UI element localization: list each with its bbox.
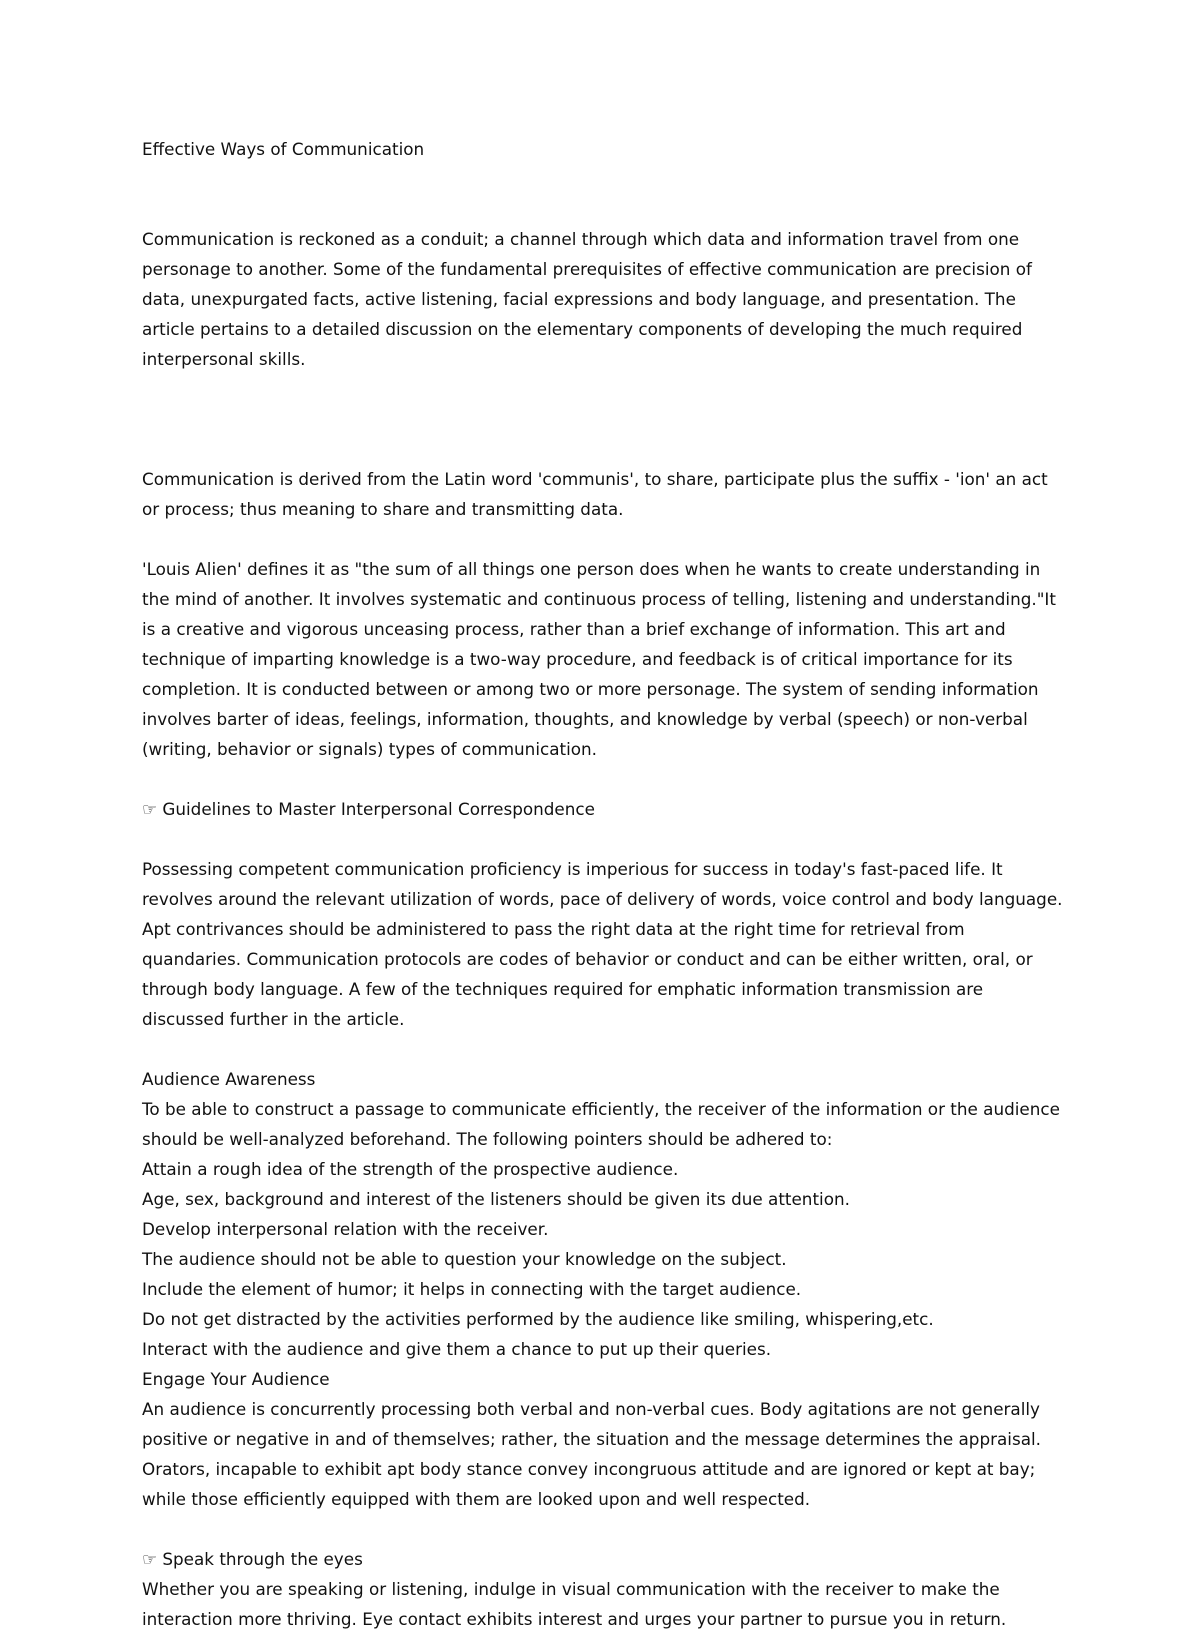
audience-awareness-section <box>142 1064 1063 1364</box>
spacer <box>142 764 1063 794</box>
definition-paragraph: 'Louis Alien' defines it as "the sum of all things one person does when he wants to create understanding in the mind of another. It involves systematic and continuous process of telling, listening and understanding."It is a creative and vigorous unceasing process, rather than a brief exchange of information. This art and technique of imparting knowledge is a two-way procedure, and feedback is of critical importance for its completion. It is conducted between or among two or more personage. The system of sending information involves barter of ideas, feelings, information, thoughts, and knowledge by verbal (speech) or non-verbal (writing, behavior or signals) types of communication. <box>142 559 1056 759</box>
guidelines-heading: ☞ Guidelines to Master Interpersonal Correspondence <box>142 799 595 819</box>
spacer <box>142 164 1063 224</box>
spacer <box>142 1034 1063 1064</box>
list-item: The audience should not be able to question your knowledge on the subject. <box>142 1249 787 1269</box>
audience-awareness-heading: Audience Awareness <box>142 1069 316 1089</box>
spacer <box>142 524 1063 554</box>
document-body <box>142 134 1063 1634</box>
document-title: Effective Ways of Communication <box>142 139 425 159</box>
list-item: Age, sex, background and interest of the listeners should be given its due attention. <box>142 1189 850 1209</box>
audience-awareness-lead: To be able to construct a passage to communicate efficiently, the receiver of the information or the audience should be well-analyzed beforehand. The following pointers should be adhered to: <box>142 1099 1060 1149</box>
engage-audience-section <box>142 1364 1063 1514</box>
spacer <box>142 1514 1063 1544</box>
etymology-paragraph: Communication is derived from the Latin word 'communis', to share, participate plus the suffix - 'ion' an act or process; thus meaning to share and transmitting data. <box>142 469 1048 519</box>
spacer <box>142 374 1063 464</box>
guidelines-paragraph: Possessing competent communication proficiency is imperious for success in today's fast-paced life. It revolves around the relevant utilization of words, pace of delivery of words, voice control and body language. Apt contrivances should be administered to pass the right data at the right time for retrieval from quandaries. Communication protocols are codes of behavior or conduct and can be either written, oral, or through body language. A few of the techniques required for emphatic information transmission are discussed further in the article. <box>142 859 1063 1029</box>
speak-through-eyes-section <box>142 1544 1063 1634</box>
engage-audience-heading: Engage Your Audience <box>142 1369 330 1389</box>
speak-through-eyes-body: Whether you are speaking or listening, indulge in visual communication with the receiver to make the interaction more thriving. Eye contact exhibits interest and urges your partner to pursue you in return. <box>142 1579 1007 1629</box>
list-item: Attain a rough idea of the strength of the prospective audience. <box>142 1159 679 1179</box>
spacer <box>142 824 1063 854</box>
speak-through-eyes-heading: ☞ Speak through the eyes <box>142 1549 363 1569</box>
list-item: Interact with the audience and give them a chance to put up their queries. <box>142 1339 772 1359</box>
list-item: Include the element of humor; it helps in connecting with the target audience. <box>142 1279 802 1299</box>
intro-paragraph: Communication is reckoned as a conduit; a channel through which data and information travel from one personage to another. Some of the fundamental prerequisites of effective communication are precision of data, unexpurgated facts, active listening, facial expressions and body language, and presentation. The article pertains to a detailed discussion on the elementary components of developing the much required interpersonal skills. <box>142 229 1032 369</box>
list-item: Do not get distracted by the activities performed by the audience like smiling, whispering,etc. <box>142 1309 934 1329</box>
list-item: Develop interpersonal relation with the receiver. <box>142 1219 549 1239</box>
engage-audience-body: An audience is concurrently processing both verbal and non-verbal cues. Body agitations are not generally positive or negative in and of themselves; rather, the situation and the message determines the appraisal. Orators, incapable to exhibit apt body stance convey incongruous attitude and are ignored or kept at bay; while those efficiently equipped with them are looked upon and well respected. <box>142 1399 1041 1509</box>
